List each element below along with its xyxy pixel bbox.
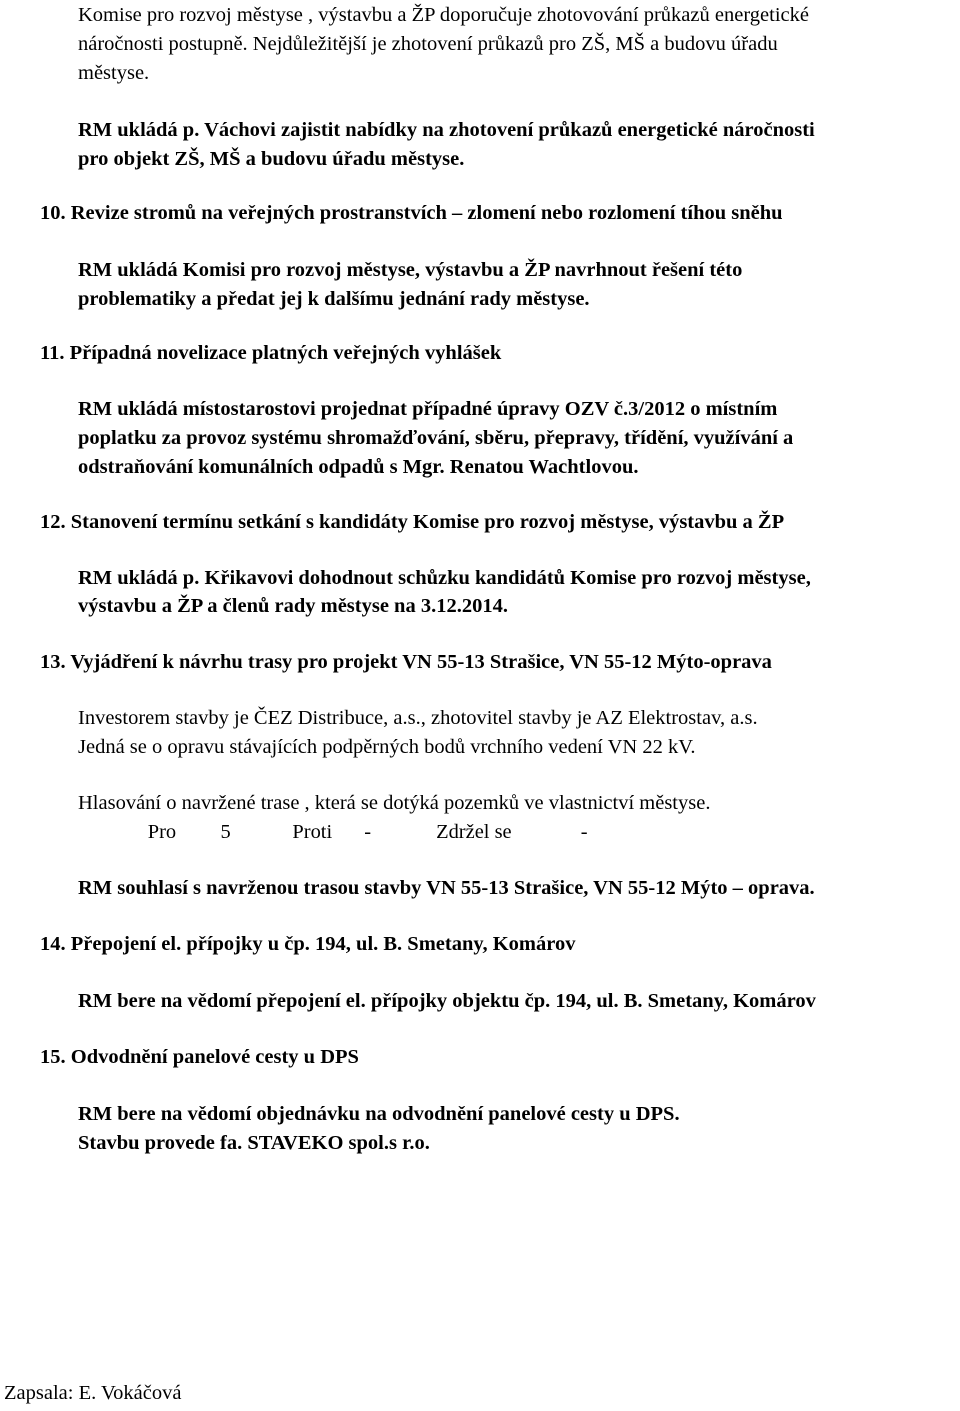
intro-line-1: Komise pro rozvoj městyse , výstavbu a ŽP doporučuje zhotovování průkazů energetické bbox=[78, 4, 809, 26]
vote-proti-value: - bbox=[364, 821, 372, 843]
item-13-vote-text: Hlasování o navržené trase , která se dotýká pozemků ve vlastnictví městyse. bbox=[78, 792, 711, 814]
vote-zdrzel-label: Zdržel se bbox=[436, 821, 512, 843]
item-13-resolution: RM souhlasí s navrženou trasou stavby VN 55-13 Strašice, VN 55-12 Mýto – oprava. bbox=[78, 877, 815, 899]
intro-resolution-rest: Váchovi zajistit nabídky na zhotovení průkazů energetické náročnosti bbox=[199, 119, 815, 141]
item-13-text-line-2: Jedná se o opravu stávajících podpěrných bodů vrchního vedení VN 22 kV. bbox=[78, 736, 696, 758]
item-14-resolution: RM bere na vědomí přepojení el. přípojky objektu čp. 194, ul. B. Smetany, Komárov bbox=[78, 990, 816, 1012]
item-10-resolution-line-1: RM ukládá Komisi pro rozvoj městyse, výstavbu a ŽP navrhnout řešení této bbox=[78, 259, 743, 281]
item-13-heading: 13. Vyjádření k návrhu trasy pro projekt VN 55-13 Strašice, VN 55-12 Mýto-oprava bbox=[40, 651, 772, 673]
item-15-resolution-line-1: RM bere na vědomí objednávku na odvodnění panelové cesty u DPS. bbox=[78, 1103, 680, 1125]
item-11-resolution-line-3: odstraňování komunálních odpadů s Mgr. Renatou Wachtlovou. bbox=[78, 456, 639, 478]
item-10-resolution-line-2: problematiky a předat jej k dalšímu jednání rady městyse. bbox=[78, 288, 590, 310]
item-12-heading: 12. Stanovení termínu setkání s kandidáty Komise pro rozvoj městyse, výstavbu a ŽP bbox=[40, 511, 785, 533]
item-12-resolution-line-2: výstavbu a ŽP a členů rady městyse na 3.12.2014. bbox=[78, 595, 508, 617]
item-13-text-line-1: Investorem stavby je ČEZ Distribuce, a.s., zhotovitel stavby je AZ Elektrostav, a.s. bbox=[78, 707, 758, 729]
vote-pro-value: 5 bbox=[220, 821, 231, 843]
intro-resolution-line-1 bbox=[78, 118, 815, 142]
footer-recorded-by: Zapsala: E. Vokáčová bbox=[4, 1382, 182, 1404]
intro-line-2: náročnosti postupně. Nejdůležitější je zhotovení průkazů pro ZŠ, MŠ a budovu úřadu bbox=[78, 33, 778, 55]
intro-resolution-lead: RM ukládá p. bbox=[78, 119, 200, 141]
item-12-resolution-line-1: RM ukládá p. Křikavovi dohodnout schůzku kandidátů Komise pro rozvoj městyse, bbox=[78, 567, 811, 589]
vote-zdrzel-value: - bbox=[580, 821, 588, 843]
item-15-resolution-line-2: Stavbu provede fa. STAVEKO spol.s r.o. bbox=[78, 1132, 430, 1154]
intro-line-3: městyse. bbox=[78, 62, 150, 84]
item-14-heading: 14. Přepojení el. přípojky u čp. 194, ul. B. Smetany, Komárov bbox=[40, 933, 576, 955]
item-11-heading: 11. Případná novelizace platných veřejných vyhlášek bbox=[40, 342, 502, 364]
vote-proti-label: Proti bbox=[292, 821, 333, 843]
item-11-resolution-line-2: poplatku za provoz systému shromažďování, sběru, přepravy, třídění, využívání a bbox=[78, 427, 794, 449]
item-13-vote-result bbox=[0, 820, 958, 844]
intro-resolution-line-2: pro objekt ZŠ, MŠ a budovu úřadu městyse. bbox=[78, 148, 465, 170]
item-10-heading: 10. Revize stromů na veřejných prostranstvích – zlomení nebo rozlomení tíhou sněhu bbox=[40, 202, 783, 224]
vote-pro-label: Pro bbox=[147, 821, 177, 843]
item-15-heading: 15. Odvodnění panelové cesty u DPS bbox=[40, 1046, 359, 1068]
item-11-resolution-line-1: RM ukládá místostarostovi projednat případné úpravy OZV č.3/2012 o místním bbox=[78, 398, 778, 420]
